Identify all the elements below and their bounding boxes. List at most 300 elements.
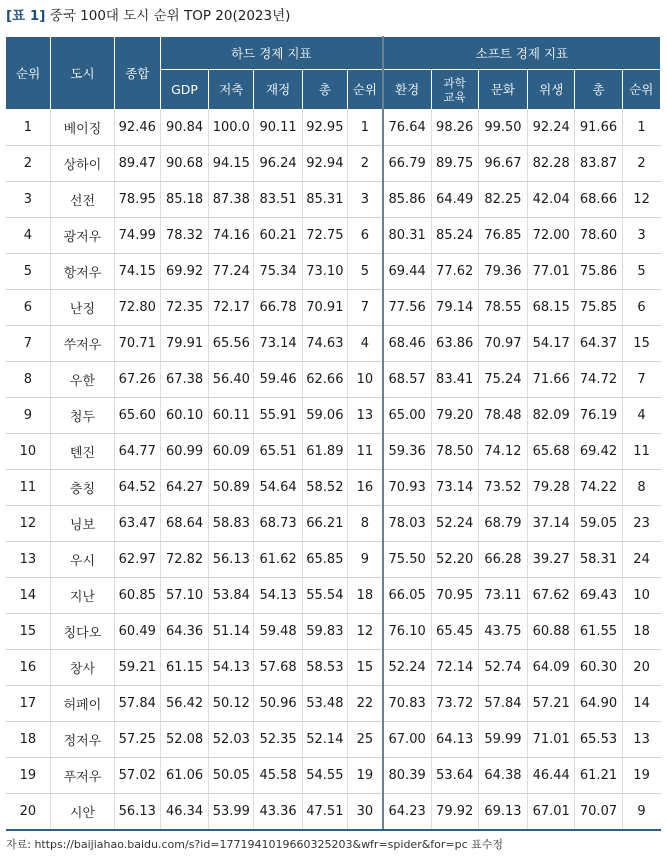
header-soft-total: 총 <box>575 70 622 110</box>
cell-total: 89.47 <box>114 146 160 182</box>
cell-hard-total: 92.95 <box>302 110 347 146</box>
table-header <box>6 37 661 110</box>
cell-soft-total: 60.30 <box>575 650 622 686</box>
cell-hard-gdp: 79.91 <box>160 326 208 362</box>
table-title <box>6 6 290 26</box>
cell-city: 우시 <box>51 542 114 578</box>
table-row <box>6 686 661 722</box>
cell-soft-total: 59.05 <box>575 506 622 542</box>
table-row <box>6 542 661 578</box>
cell-total: 78.95 <box>114 182 160 218</box>
table-row <box>6 758 661 794</box>
cell-hard-savings: 53.84 <box>209 578 254 614</box>
cell-hard-gdp: 90.84 <box>160 110 208 146</box>
cell-hard-total: 52.14 <box>302 722 347 758</box>
cell-total: 74.99 <box>114 218 160 254</box>
cell-soft-health: 60.88 <box>528 614 575 650</box>
cell-soft-health: 82.09 <box>528 398 575 434</box>
cell-soft-science-education: 73.72 <box>431 686 478 722</box>
cell-hard-rank: 7 <box>348 290 383 326</box>
cell-total: 60.85 <box>114 578 160 614</box>
cell-hard-gdp: 57.10 <box>160 578 208 614</box>
cell-soft-rank: 14 <box>622 686 660 722</box>
cell-total: 57.02 <box>114 758 160 794</box>
cell-hard-finance: 96.24 <box>254 146 302 182</box>
cell-soft-environment: 75.50 <box>383 542 431 578</box>
city-ranking-table <box>5 36 661 831</box>
cell-hard-rank: 11 <box>348 434 383 470</box>
cell-hard-finance: 59.48 <box>254 614 302 650</box>
header-hard-group: 하드 경제 지표 <box>160 37 382 70</box>
cell-hard-savings: 56.13 <box>209 542 254 578</box>
cell-hard-finance: 75.34 <box>254 254 302 290</box>
cell-hard-finance: 65.51 <box>254 434 302 470</box>
cell-hard-gdp: 68.64 <box>160 506 208 542</box>
cell-soft-environment: 67.00 <box>383 722 431 758</box>
cell-soft-science-education: 73.14 <box>431 470 478 506</box>
cell-soft-health: 77.01 <box>528 254 575 290</box>
cell-hard-gdp: 46.34 <box>160 794 208 830</box>
cell-hard-total: 61.89 <box>302 434 347 470</box>
cell-soft-health: 92.24 <box>528 110 575 146</box>
cell-soft-culture: 68.79 <box>478 506 527 542</box>
cell-hard-finance: 61.62 <box>254 542 302 578</box>
table-row <box>6 182 661 218</box>
cell-soft-total: 69.43 <box>575 578 622 614</box>
cell-soft-culture: 96.67 <box>478 146 527 182</box>
cell-hard-total: 59.83 <box>302 614 347 650</box>
cell-soft-culture: 69.13 <box>478 794 527 830</box>
cell-soft-total: 74.72 <box>575 362 622 398</box>
cell-total: 92.46 <box>114 110 160 146</box>
cell-rank: 10 <box>6 434 51 470</box>
cell-soft-rank: 8 <box>622 470 660 506</box>
cell-soft-total: 76.19 <box>575 398 622 434</box>
cell-soft-environment: 85.86 <box>383 182 431 218</box>
cell-soft-science-education: 83.41 <box>431 362 478 398</box>
cell-soft-science-education: 64.49 <box>431 182 478 218</box>
cell-hard-gdp: 60.10 <box>160 398 208 434</box>
cell-soft-rank: 12 <box>622 182 660 218</box>
cell-city: 광저우 <box>51 218 114 254</box>
cell-hard-finance: 66.78 <box>254 290 302 326</box>
cell-soft-rank: 15 <box>622 326 660 362</box>
cell-hard-total: 73.10 <box>302 254 347 290</box>
cell-soft-environment: 78.03 <box>383 506 431 542</box>
cell-soft-total: 75.86 <box>575 254 622 290</box>
cell-rank: 8 <box>6 362 51 398</box>
table-row <box>6 434 661 470</box>
cell-hard-savings: 54.13 <box>209 650 254 686</box>
cell-hard-gdp: 64.27 <box>160 470 208 506</box>
cell-soft-total: 64.90 <box>575 686 622 722</box>
cell-soft-total: 69.42 <box>575 434 622 470</box>
cell-soft-total: 83.87 <box>575 146 622 182</box>
header-hard-finance: 재정 <box>254 70 302 110</box>
cell-rank: 1 <box>6 110 51 146</box>
table-row <box>6 794 661 830</box>
cell-hard-gdp: 61.06 <box>160 758 208 794</box>
cell-hard-rank: 9 <box>348 542 383 578</box>
cell-soft-health: 42.04 <box>528 182 575 218</box>
cell-total: 57.25 <box>114 722 160 758</box>
cell-soft-science-education: 53.64 <box>431 758 478 794</box>
cell-hard-savings: 87.38 <box>209 182 254 218</box>
cell-soft-health: 37.14 <box>528 506 575 542</box>
cell-soft-total: 91.66 <box>575 110 622 146</box>
cell-soft-culture: 73.52 <box>478 470 527 506</box>
cell-rank: 5 <box>6 254 51 290</box>
cell-soft-environment: 76.64 <box>383 110 431 146</box>
cell-hard-rank: 10 <box>348 362 383 398</box>
cell-soft-science-education: 79.20 <box>431 398 478 434</box>
cell-hard-gdp: 67.38 <box>160 362 208 398</box>
cell-soft-environment: 70.83 <box>383 686 431 722</box>
cell-soft-total: 78.60 <box>575 218 622 254</box>
cell-soft-rank: 9 <box>622 794 660 830</box>
cell-soft-environment: 59.36 <box>383 434 431 470</box>
header-hard-total: 총 <box>302 70 347 110</box>
cell-hard-savings: 50.12 <box>209 686 254 722</box>
cell-hard-finance: 50.96 <box>254 686 302 722</box>
cell-rank: 20 <box>6 794 51 830</box>
cell-soft-culture: 52.74 <box>478 650 527 686</box>
cell-total: 57.84 <box>114 686 160 722</box>
cell-city: 선전 <box>51 182 114 218</box>
cell-hard-gdp: 72.82 <box>160 542 208 578</box>
cell-hard-finance: 57.68 <box>254 650 302 686</box>
cell-soft-health: 65.68 <box>528 434 575 470</box>
cell-hard-finance: 90.11 <box>254 110 302 146</box>
cell-soft-rank: 3 <box>622 218 660 254</box>
cell-hard-rank: 18 <box>348 578 383 614</box>
table-row <box>6 218 661 254</box>
cell-soft-total: 75.85 <box>575 290 622 326</box>
cell-soft-science-education: 89.75 <box>431 146 478 182</box>
cell-hard-gdp: 60.99 <box>160 434 208 470</box>
header-soft-science-education: 과학 교육 <box>431 70 478 110</box>
cell-total: 64.52 <box>114 470 160 506</box>
table-caption: 중국 100대 도시 순위 TOP 20(2023년) <box>49 8 291 24</box>
cell-total: 63.47 <box>114 506 160 542</box>
cell-hard-finance: 83.51 <box>254 182 302 218</box>
cell-soft-health: 67.01 <box>528 794 575 830</box>
cell-soft-environment: 68.57 <box>383 362 431 398</box>
cell-soft-health: 79.28 <box>528 470 575 506</box>
cell-hard-savings: 50.05 <box>209 758 254 794</box>
cell-hard-finance: 54.64 <box>254 470 302 506</box>
cell-hard-gdp: 85.18 <box>160 182 208 218</box>
cell-rank: 6 <box>6 290 51 326</box>
header-total: 종합 <box>114 37 160 110</box>
table-row <box>6 254 661 290</box>
header-hard-rank: 순위 <box>348 70 383 110</box>
table-tag: [표 1] <box>6 8 46 24</box>
cell-hard-savings: 58.83 <box>209 506 254 542</box>
cell-hard-savings: 52.03 <box>209 722 254 758</box>
cell-soft-total: 65.53 <box>575 722 622 758</box>
cell-total: 67.26 <box>114 362 160 398</box>
cell-rank: 16 <box>6 650 51 686</box>
header-soft-culture: 문화 <box>478 70 527 110</box>
cell-soft-culture: 76.85 <box>478 218 527 254</box>
cell-city: 정저우 <box>51 722 114 758</box>
cell-city: 칭다오 <box>51 614 114 650</box>
cell-soft-science-education: 65.45 <box>431 614 478 650</box>
header-hard-savings: 저축 <box>209 70 254 110</box>
cell-total: 65.60 <box>114 398 160 434</box>
cell-soft-rank: 20 <box>622 650 660 686</box>
cell-soft-environment: 68.46 <box>383 326 431 362</box>
cell-hard-rank: 16 <box>348 470 383 506</box>
header-soft-rank: 순위 <box>622 70 660 110</box>
cell-hard-finance: 43.36 <box>254 794 302 830</box>
cell-city: 쑤저우 <box>51 326 114 362</box>
source-note: 자료: https://baijiahao.baidu.com/s?id=1771941019660325203&wfr=spider&for=pc 표수정 <box>6 838 504 851</box>
cell-soft-rank: 4 <box>622 398 660 434</box>
cell-soft-total: 58.31 <box>575 542 622 578</box>
cell-city: 지난 <box>51 578 114 614</box>
cell-soft-culture: 59.99 <box>478 722 527 758</box>
cell-soft-rank: 2 <box>622 146 660 182</box>
cell-soft-environment: 65.00 <box>383 398 431 434</box>
cell-soft-culture: 43.75 <box>478 614 527 650</box>
cell-hard-savings: 60.11 <box>209 398 254 434</box>
cell-city: 허페이 <box>51 686 114 722</box>
cell-rank: 17 <box>6 686 51 722</box>
cell-soft-health: 54.17 <box>528 326 575 362</box>
cell-city: 닝보 <box>51 506 114 542</box>
cell-hard-savings: 94.15 <box>209 146 254 182</box>
cell-rank: 19 <box>6 758 51 794</box>
header-hard-gdp: GDP <box>160 70 208 110</box>
cell-soft-science-education: 78.50 <box>431 434 478 470</box>
cell-total: 70.71 <box>114 326 160 362</box>
cell-soft-culture: 66.28 <box>478 542 527 578</box>
table-row <box>6 614 661 650</box>
cell-total: 59.21 <box>114 650 160 686</box>
cell-soft-health: 68.15 <box>528 290 575 326</box>
cell-hard-gdp: 78.32 <box>160 218 208 254</box>
table-row <box>6 398 661 434</box>
cell-hard-rank: 30 <box>348 794 383 830</box>
cell-hard-gdp: 69.92 <box>160 254 208 290</box>
cell-city: 상하이 <box>51 146 114 182</box>
cell-rank: 18 <box>6 722 51 758</box>
table-row <box>6 650 661 686</box>
cell-soft-culture: 70.97 <box>478 326 527 362</box>
cell-rank: 4 <box>6 218 51 254</box>
table-row <box>6 506 661 542</box>
table-row <box>6 326 661 362</box>
cell-hard-total: 58.52 <box>302 470 347 506</box>
cell-total: 56.13 <box>114 794 160 830</box>
cell-soft-environment: 64.23 <box>383 794 431 830</box>
table-row <box>6 470 661 506</box>
cell-hard-total: 70.91 <box>302 290 347 326</box>
cell-soft-rank: 23 <box>622 506 660 542</box>
cell-hard-rank: 22 <box>348 686 383 722</box>
cell-soft-rank: 13 <box>622 722 660 758</box>
cell-soft-science-education: 52.24 <box>431 506 478 542</box>
cell-hard-total: 66.21 <box>302 506 347 542</box>
cell-rank: 14 <box>6 578 51 614</box>
cell-hard-total: 74.63 <box>302 326 347 362</box>
cell-soft-science-education: 79.14 <box>431 290 478 326</box>
cell-soft-total: 68.66 <box>575 182 622 218</box>
cell-hard-finance: 52.35 <box>254 722 302 758</box>
cell-hard-rank: 8 <box>348 506 383 542</box>
cell-city: 우한 <box>51 362 114 398</box>
cell-city: 충칭 <box>51 470 114 506</box>
cell-soft-environment: 66.79 <box>383 146 431 182</box>
cell-hard-finance: 68.73 <box>254 506 302 542</box>
cell-soft-culture: 82.25 <box>478 182 527 218</box>
cell-soft-total: 70.07 <box>575 794 622 830</box>
cell-soft-total: 61.21 <box>575 758 622 794</box>
cell-soft-rank: 24 <box>622 542 660 578</box>
cell-soft-rank: 11 <box>622 434 660 470</box>
cell-city: 시안 <box>51 794 114 830</box>
cell-soft-culture: 78.48 <box>478 398 527 434</box>
cell-hard-gdp: 52.08 <box>160 722 208 758</box>
header-rank: 순위 <box>6 37 51 110</box>
cell-hard-rank: 1 <box>348 110 383 146</box>
cell-hard-total: 47.51 <box>302 794 347 830</box>
cell-hard-rank: 3 <box>348 182 383 218</box>
cell-soft-culture: 64.38 <box>478 758 527 794</box>
cell-hard-total: 55.54 <box>302 578 347 614</box>
cell-soft-science-education: 77.62 <box>431 254 478 290</box>
cell-hard-rank: 15 <box>348 650 383 686</box>
cell-soft-science-education: 63.86 <box>431 326 478 362</box>
cell-soft-rank: 1 <box>622 110 660 146</box>
cell-rank: 9 <box>6 398 51 434</box>
cell-hard-total: 62.66 <box>302 362 347 398</box>
cell-city: 항저우 <box>51 254 114 290</box>
cell-hard-total: 54.55 <box>302 758 347 794</box>
cell-rank: 7 <box>6 326 51 362</box>
cell-rank: 15 <box>6 614 51 650</box>
cell-hard-total: 58.53 <box>302 650 347 686</box>
cell-hard-rank: 12 <box>348 614 383 650</box>
cell-soft-culture: 78.55 <box>478 290 527 326</box>
cell-hard-rank: 5 <box>348 254 383 290</box>
cell-rank: 11 <box>6 470 51 506</box>
cell-total: 74.15 <box>114 254 160 290</box>
cell-soft-culture: 73.11 <box>478 578 527 614</box>
cell-soft-culture: 57.84 <box>478 686 527 722</box>
cell-hard-gdp: 72.35 <box>160 290 208 326</box>
cell-soft-rank: 19 <box>622 758 660 794</box>
cell-hard-finance: 73.14 <box>254 326 302 362</box>
cell-hard-savings: 72.17 <box>209 290 254 326</box>
header-soft-group: 소프트 경제 지표 <box>383 37 661 70</box>
cell-hard-rank: 6 <box>348 218 383 254</box>
cell-hard-total: 85.31 <box>302 182 347 218</box>
cell-hard-rank: 13 <box>348 398 383 434</box>
header-city: 도시 <box>51 37 114 110</box>
cell-soft-science-education: 52.20 <box>431 542 478 578</box>
cell-soft-science-education: 70.95 <box>431 578 478 614</box>
cell-hard-savings: 50.89 <box>209 470 254 506</box>
cell-soft-environment: 66.05 <box>383 578 431 614</box>
cell-soft-culture: 75.24 <box>478 362 527 398</box>
cell-soft-health: 71.01 <box>528 722 575 758</box>
cell-soft-health: 72.00 <box>528 218 575 254</box>
cell-hard-total: 65.85 <box>302 542 347 578</box>
cell-hard-savings: 51.14 <box>209 614 254 650</box>
cell-hard-finance: 59.46 <box>254 362 302 398</box>
cell-soft-environment: 69.44 <box>383 254 431 290</box>
cell-hard-finance: 55.91 <box>254 398 302 434</box>
cell-city: 창사 <box>51 650 114 686</box>
cell-soft-total: 61.55 <box>575 614 622 650</box>
cell-soft-environment: 70.93 <box>383 470 431 506</box>
cell-soft-rank: 7 <box>622 362 660 398</box>
cell-rank: 12 <box>6 506 51 542</box>
cell-soft-culture: 74.12 <box>478 434 527 470</box>
cell-total: 60.49 <box>114 614 160 650</box>
cell-soft-rank: 5 <box>622 254 660 290</box>
cell-hard-gdp: 56.42 <box>160 686 208 722</box>
cell-city: 톈진 <box>51 434 114 470</box>
cell-city: 베이징 <box>51 110 114 146</box>
cell-hard-total: 72.75 <box>302 218 347 254</box>
cell-rank: 13 <box>6 542 51 578</box>
table-row <box>6 362 661 398</box>
cell-soft-science-education: 79.92 <box>431 794 478 830</box>
cell-soft-health: 46.44 <box>528 758 575 794</box>
cell-hard-finance: 54.13 <box>254 578 302 614</box>
cell-soft-environment: 80.39 <box>383 758 431 794</box>
cell-total: 62.97 <box>114 542 160 578</box>
table-row <box>6 146 661 182</box>
cell-soft-environment: 80.31 <box>383 218 431 254</box>
cell-soft-science-education: 64.13 <box>431 722 478 758</box>
table-row <box>6 578 661 614</box>
cell-rank: 2 <box>6 146 51 182</box>
cell-soft-health: 67.62 <box>528 578 575 614</box>
cell-city: 푸저우 <box>51 758 114 794</box>
cell-total: 72.80 <box>114 290 160 326</box>
cell-hard-savings: 56.40 <box>209 362 254 398</box>
cell-rank: 3 <box>6 182 51 218</box>
cell-hard-rank: 25 <box>348 722 383 758</box>
cell-soft-culture: 79.36 <box>478 254 527 290</box>
table-body <box>6 110 661 830</box>
cell-total: 64.77 <box>114 434 160 470</box>
cell-hard-savings: 60.09 <box>209 434 254 470</box>
cell-soft-total: 64.37 <box>575 326 622 362</box>
cell-soft-science-education: 72.14 <box>431 650 478 686</box>
cell-hard-finance: 45.58 <box>254 758 302 794</box>
cell-soft-science-education: 85.24 <box>431 218 478 254</box>
cell-hard-rank: 19 <box>348 758 383 794</box>
header-soft-health: 위생 <box>528 70 575 110</box>
cell-hard-gdp: 64.36 <box>160 614 208 650</box>
cell-hard-savings: 100.0 <box>209 110 254 146</box>
cell-soft-health: 64.09 <box>528 650 575 686</box>
cell-hard-rank: 2 <box>348 146 383 182</box>
cell-city: 청두 <box>51 398 114 434</box>
table-row <box>6 290 661 326</box>
cell-hard-rank: 4 <box>348 326 383 362</box>
cell-soft-rank: 6 <box>622 290 660 326</box>
cell-soft-culture: 99.50 <box>478 110 527 146</box>
table-row <box>6 722 661 758</box>
cell-hard-finance: 60.21 <box>254 218 302 254</box>
